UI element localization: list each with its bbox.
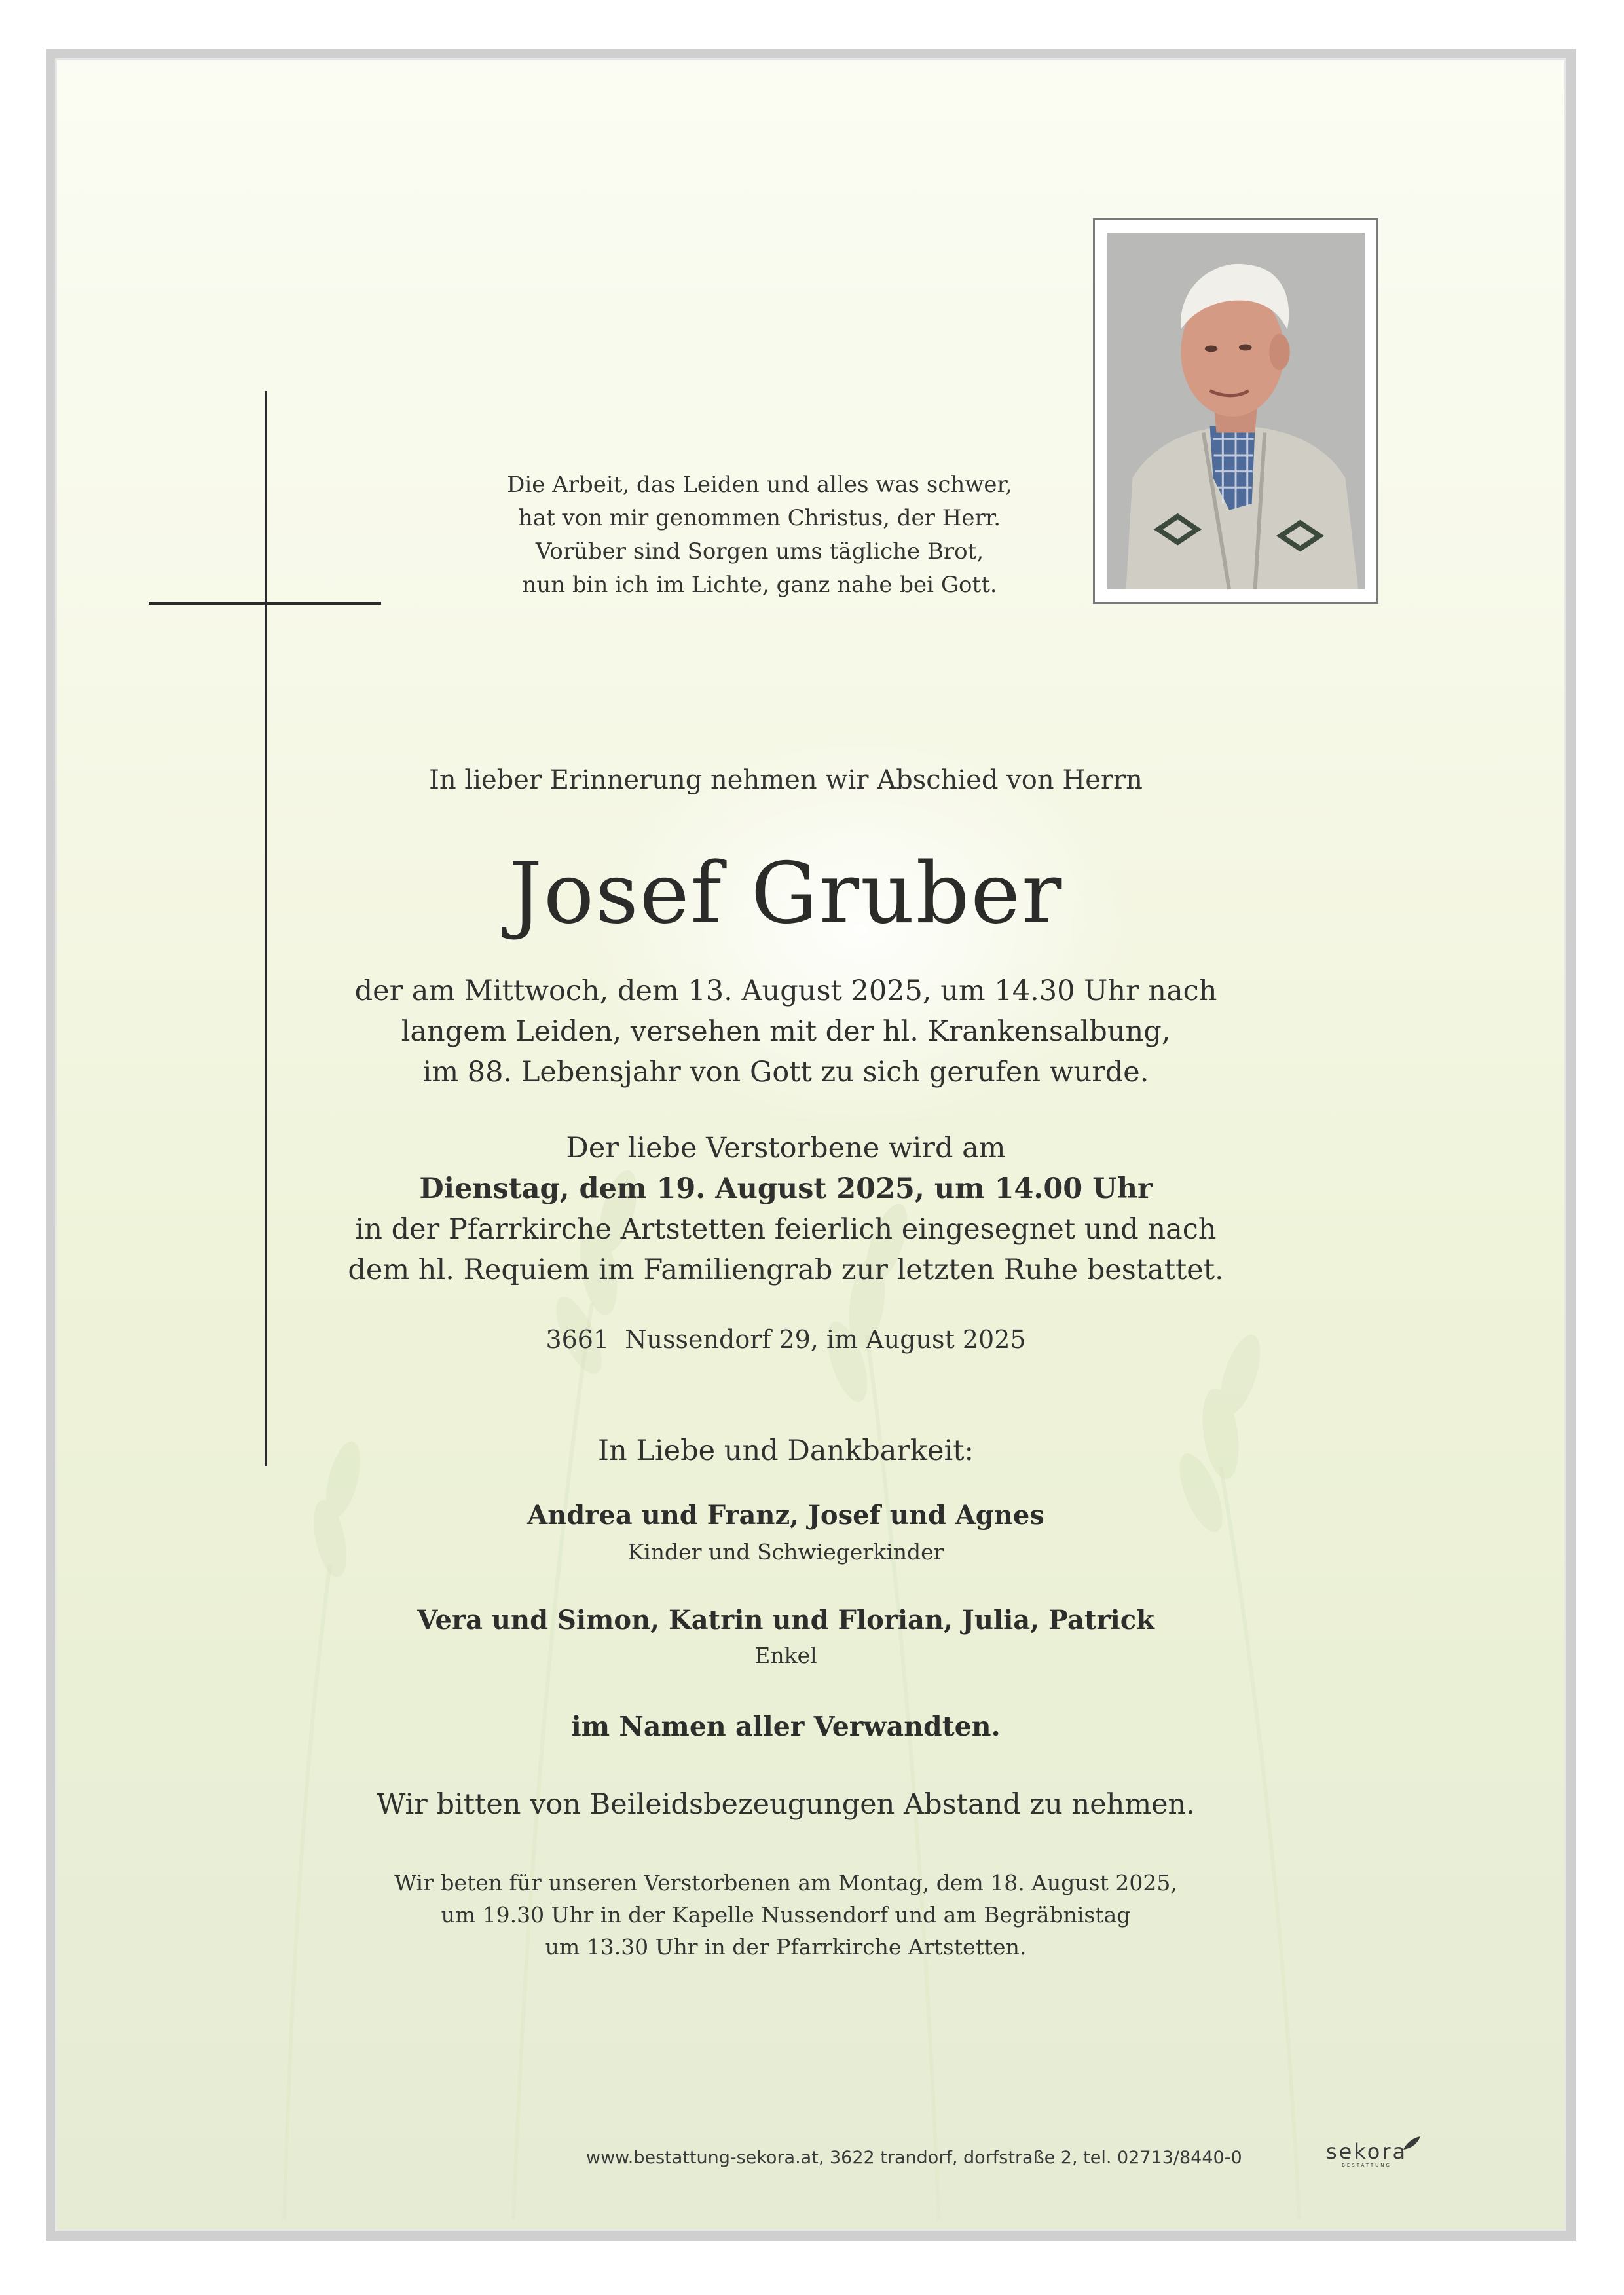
death-line: der am Mittwoch, dem 13. August 2025, um 14.30 Uhr nach bbox=[354, 975, 1217, 1007]
death-line: langem Leiden, versehen mit der hl. Krankensalbung, bbox=[401, 1015, 1171, 1048]
funeral-line: Der liebe Verstorbene wird am bbox=[566, 1132, 1006, 1165]
family-role-children: Kinder und Schwiegerkinder bbox=[627, 1539, 944, 1565]
poem-line: hat von mir genommen Christus, der Herr. bbox=[518, 505, 1001, 531]
funeral-line: dem hl. Requiem im Familiengrab zur letzten Ruhe bestattet. bbox=[348, 1254, 1224, 1286]
prayer-line: Wir beten für unseren Verstorbenen am Montag, dem 18. August 2025, bbox=[394, 1870, 1177, 1895]
condolence-request: Wir bitten von Beileidsbezeugungen Abstand zu nehmen. bbox=[377, 1788, 1195, 1821]
logo-subtitle: BESTATTUNG bbox=[1342, 2163, 1392, 2168]
portrait-image bbox=[1107, 232, 1365, 590]
prayer-line: um 13.30 Uhr in der Pfarrkirche Artstetten. bbox=[545, 1934, 1027, 1960]
leaf-icon bbox=[1402, 2135, 1422, 2152]
prayer-announcement bbox=[183, 1867, 1388, 1963]
family-names-grandchildren: Vera und Simon, Katrin und Florian, Julia, Patrick bbox=[417, 1605, 1154, 1635]
funeral-date-line: Dienstag, dem 19. August 2025, um 14.00 Uhr bbox=[419, 1172, 1153, 1205]
memorial-poem bbox=[471, 468, 1048, 602]
funeral-line: in der Pfarrkirche Artstetten feierlich eingesegnet und nach bbox=[355, 1213, 1217, 1246]
funeral-details bbox=[183, 1128, 1388, 1290]
family-role-grandchildren: Enkel bbox=[754, 1643, 817, 1668]
intro-line: In lieber Erinnerung nehmen wir Abschied von Herrn bbox=[429, 765, 1143, 795]
footer-contact: www.bestattung-sekora.at, 3622 trandorf, dorfstraße 2, tel. 02713/8440-0 bbox=[586, 2148, 1242, 2168]
logo-word: sekora bbox=[1326, 2139, 1408, 2164]
sekora-logo bbox=[1326, 2139, 1407, 2168]
relatives-line: im Namen aller Verwandten. bbox=[571, 1711, 1001, 1742]
poem-line: nun bin ich im Lichte, ganz nahe bei Gott. bbox=[522, 572, 997, 598]
prayer-line: um 19.30 Uhr in der Kapelle Nussendorf und am Begräbnistag bbox=[441, 1902, 1131, 1928]
poem-line: Vorüber sind Sorgen ums tägliche Brot, bbox=[535, 538, 984, 565]
family-names-children: Andrea und Franz, Josef und Agnes bbox=[527, 1500, 1044, 1531]
deceased-name: Josef Gruber bbox=[508, 845, 1063, 942]
thanks-heading: In Liebe und Dankbarkeit: bbox=[598, 1434, 974, 1467]
death-details bbox=[183, 971, 1388, 1092]
place-and-date: 3661 Nussendorf 29, im August 2025 bbox=[545, 1325, 1026, 1354]
portrait-photo bbox=[1093, 218, 1378, 604]
cross-horizontal-bar bbox=[149, 602, 381, 605]
death-line: im 88. Lebensjahr von Gott zu sich gerufen wurde. bbox=[422, 1056, 1149, 1089]
poem-line: Die Arbeit, das Leiden und alles was schwer, bbox=[507, 472, 1012, 498]
